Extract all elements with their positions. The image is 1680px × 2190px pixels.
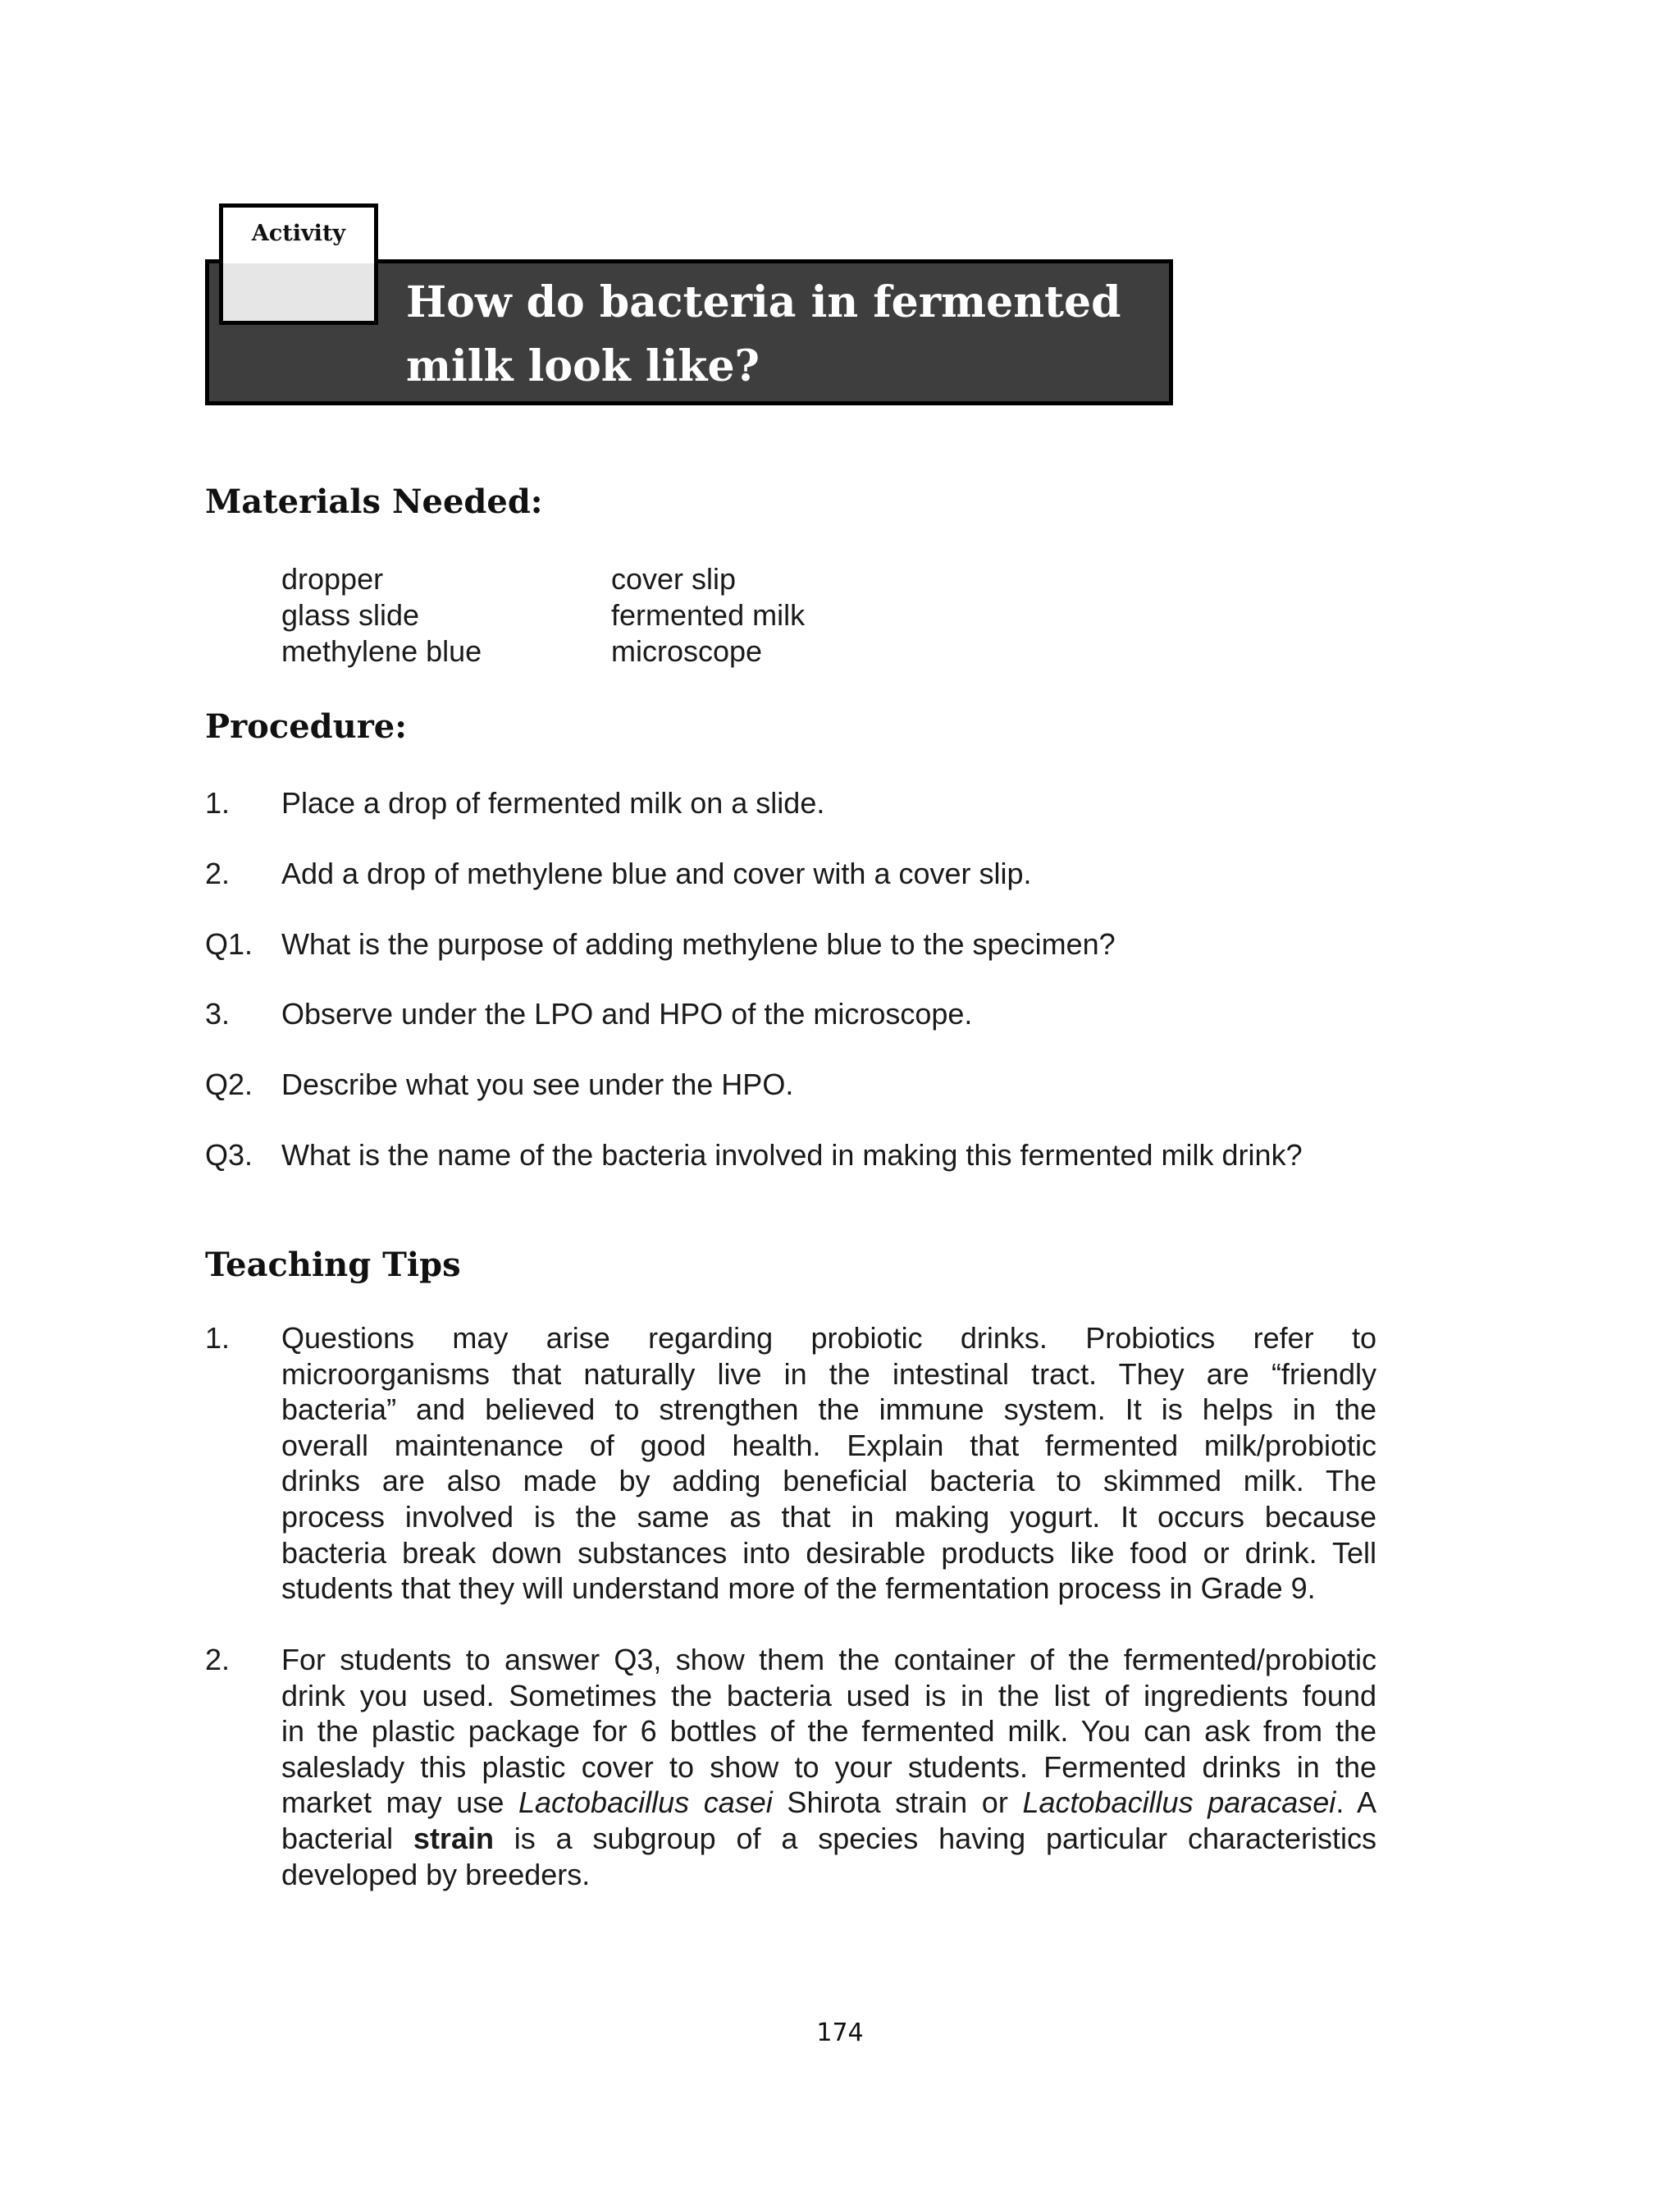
activity-title-line2: milk look like? (406, 341, 760, 391)
bold-term: strain (413, 1821, 494, 1855)
material-item: cover slip (611, 562, 737, 596)
activity-title (406, 271, 1144, 399)
procedure-heading: Procedure: (205, 707, 407, 746)
tip-line: saleslady this plastic cover to show to your students. Fermented drinks in the (281, 1749, 1376, 1784)
activity-title-line1: How do bacteria in fermented (406, 277, 1121, 327)
tip-text-run: Shirota strain or (772, 1785, 1023, 1820)
tip-number: 1. (205, 1321, 231, 1355)
step-number: Q1. (205, 927, 253, 961)
material-item: dropper (281, 562, 384, 596)
tip-line: bacteria” and believed to strengthen the immune system. It is helps in the (281, 1392, 1376, 1427)
step-number: 1. (205, 786, 231, 820)
tip-text-run: market may use (281, 1785, 518, 1820)
step-number: Q3. (205, 1138, 253, 1172)
material-item: methylene blue (281, 634, 482, 668)
step-text: Observe under the LPO and HPO of the microscope. (281, 997, 973, 1031)
tip-line (281, 1821, 1376, 1857)
tip-line: overall maintenance of good health. Explain that fermented milk/probiotic (281, 1428, 1376, 1462)
tip-text-run: . A (1335, 1785, 1376, 1820)
tip-number: 2. (205, 1643, 231, 1676)
page-number: 174 (816, 2019, 864, 2047)
tip-line: process involved is the same as that in making yogurt. It occurs because (281, 1499, 1376, 1534)
step-text: Place a drop of fermented milk on a slide. (281, 786, 825, 820)
tip-line: microorganisms that naturally live in the intestinal tract. They are “friendly (281, 1356, 1376, 1391)
tip-line: developed by breeders. (281, 1857, 591, 1891)
materials-column-1 (281, 561, 482, 670)
materials-column-2 (611, 561, 805, 670)
materials-heading: Materials Needed: (205, 482, 543, 521)
material-item: microscope (611, 634, 763, 668)
step-text: What is the name of the bacteria involved in making this fermented milk drink? (281, 1138, 1303, 1172)
tip-line: Questions may arise regarding probiotic drinks. Probiotics refer to (281, 1321, 1376, 1355)
step-text: What is the purpose of adding methylene blue to the specimen? (281, 927, 1116, 961)
step-number: 3. (205, 997, 231, 1031)
step-text: Describe what you see under the HPO. (281, 1068, 794, 1101)
tip-line: bacteria break down substances into desirable products like food or drink. Tell (281, 1535, 1376, 1570)
tip-text-run: is a subgroup of a species having particular characteristics (493, 1821, 1377, 1855)
activity-tab-label: Activity (251, 221, 346, 246)
tip-text (281, 1642, 1376, 1892)
material-item: glass slide (281, 598, 420, 632)
species-name: Lactobacillus casei (518, 1785, 773, 1820)
step-number: Q2. (205, 1068, 253, 1101)
tip-line (281, 1785, 1376, 1821)
tip-line: For students to answer Q3, show them the container of the fermented/probiotic (281, 1643, 1376, 1676)
tip-line: students that they will understand more of the fermentation process in Grade 9. (281, 1571, 1316, 1606)
teaching-tips-heading: Teaching Tips (205, 1246, 461, 1284)
step-number: 2. (205, 857, 231, 890)
material-item: fermented milk (611, 598, 806, 632)
tip-line: drink you used. Sometimes the bacteria used is in the list of ingredients found (281, 1678, 1376, 1712)
species-name: Lactobacillus paracasei (1022, 1785, 1336, 1820)
activity-tab-shade (223, 263, 374, 321)
activity-tab (219, 203, 378, 325)
tip-line: in the plastic package for 6 bottles of the fermented milk. You can ask from the (281, 1714, 1376, 1749)
tip-text-run: bacterial (281, 1821, 413, 1855)
tip-line: drinks are also made by adding beneficial bacteria to skimmed milk. The (281, 1464, 1376, 1498)
step-text: Add a drop of methylene blue and cover with a cover slip. (281, 857, 1032, 890)
tip-text (281, 1320, 1376, 1607)
